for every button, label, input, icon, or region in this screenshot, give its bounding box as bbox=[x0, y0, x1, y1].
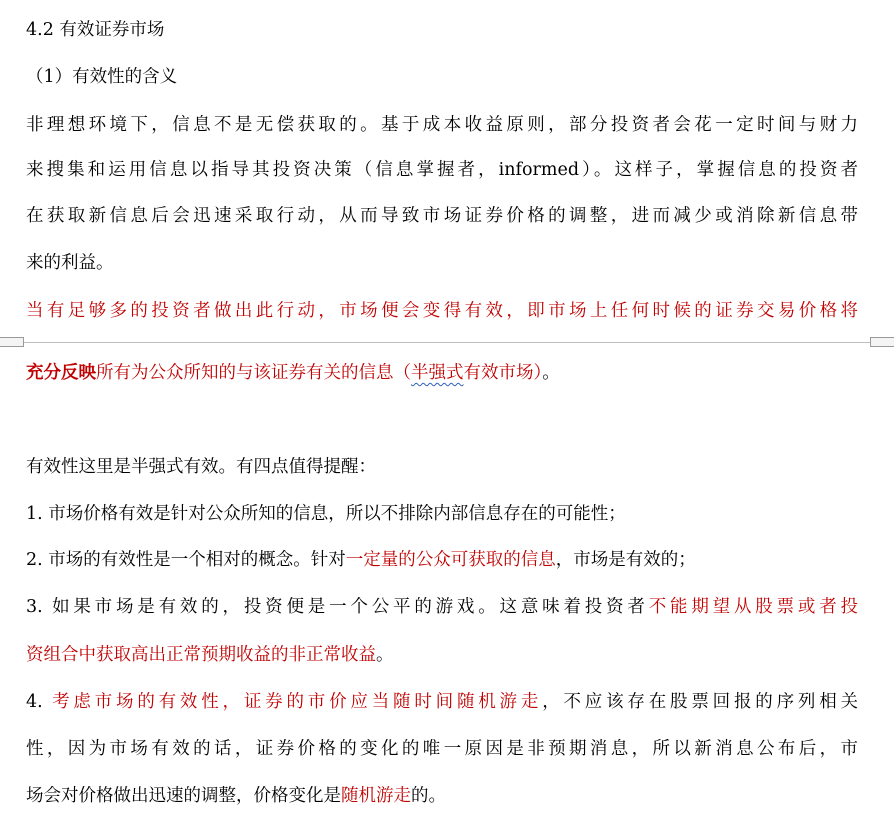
page-break-marker-right bbox=[870, 337, 894, 347]
plain-text: 。 bbox=[542, 363, 560, 383]
highlighted-text: 考虑市场的有效性，证券的市价应当随时间随机游走 bbox=[52, 692, 543, 712]
highlighted-text: 所有为公众所知的与该证券有关的信息（ bbox=[96, 363, 411, 383]
bold-emphasis: 充分反映 bbox=[26, 363, 96, 383]
page-break-rule bbox=[0, 342, 894, 343]
list-item: 1. 市场价格有效是针对公众所知的信息，所以不排除内部信息存在的可能性； bbox=[26, 504, 626, 524]
list-item-continuation bbox=[26, 643, 858, 667]
list-item-continuation: 性，因为市场有效的话，证券价格的变化的唯一原因是非预期消息，所以新消息公布后，市 bbox=[26, 739, 858, 759]
highlighted-paragraph-line bbox=[26, 361, 858, 385]
section-heading: 4.2 有效证券市场 bbox=[26, 20, 165, 40]
plain-text: ，市场是有效的； bbox=[555, 550, 696, 570]
highlighted-text: 一定量的公众可获取的信息 bbox=[345, 550, 556, 570]
list-number: 4. bbox=[26, 692, 53, 712]
page-break-marker-left bbox=[0, 337, 24, 347]
list-item bbox=[26, 690, 858, 714]
highlighted-paragraph-line: 当有足够多的投资者做出此行动，市场便会变得有效，即市场上任何时候的证券交易价格将 bbox=[26, 301, 858, 321]
plain-text: 场会对价格做出迅速的调整，价格变化是 bbox=[26, 786, 341, 806]
plain-text: ，不应该存在股票回报的序列相关 bbox=[542, 692, 859, 712]
highlighted-text: 资组合中获取高出正常预期收益的非正常收益 bbox=[26, 645, 376, 665]
page-break-separator bbox=[0, 341, 894, 345]
paragraph-line: 非理想环境下，信息不是无偿获取的。基于成本收益原则，部分投资者会花一定时间与财力 bbox=[26, 115, 858, 135]
subsection-heading: （1）有效性的含义 bbox=[26, 67, 178, 87]
paragraph-line: 来搜集和运用信息以指导其投资决策（信息掌握者，informed）。这样子，掌握信息的投资者 bbox=[26, 160, 858, 180]
list-item bbox=[26, 548, 858, 572]
list-item bbox=[26, 595, 858, 619]
paragraph-line: 在获取新信息后会迅速采取行动，从而导致市场证券价格的调整，进而减少或消除新信息带 bbox=[26, 206, 858, 226]
paragraph-line: 有效性这里是半强式有效。有四点值得提醒： bbox=[26, 457, 376, 477]
plain-text: 3. 如果市场是有效的，投资便是一个公平的游戏。这意味着投资者 bbox=[26, 597, 649, 617]
highlighted-text: 随机游走 bbox=[341, 786, 411, 806]
plain-text: 2. 市场的有效性是一个相对的概念。针对 bbox=[26, 550, 346, 570]
paragraph-line: 来的利益。 bbox=[26, 253, 114, 273]
highlighted-text: 有效市场） bbox=[463, 363, 543, 383]
list-item-continuation bbox=[26, 784, 858, 808]
highlighted-text: 不能期望从股票或者投 bbox=[648, 597, 858, 617]
spellcheck-underlined-text[interactable]: 半强式 bbox=[411, 363, 464, 383]
plain-text: 的。 bbox=[411, 786, 446, 806]
plain-text: 。 bbox=[376, 645, 394, 665]
